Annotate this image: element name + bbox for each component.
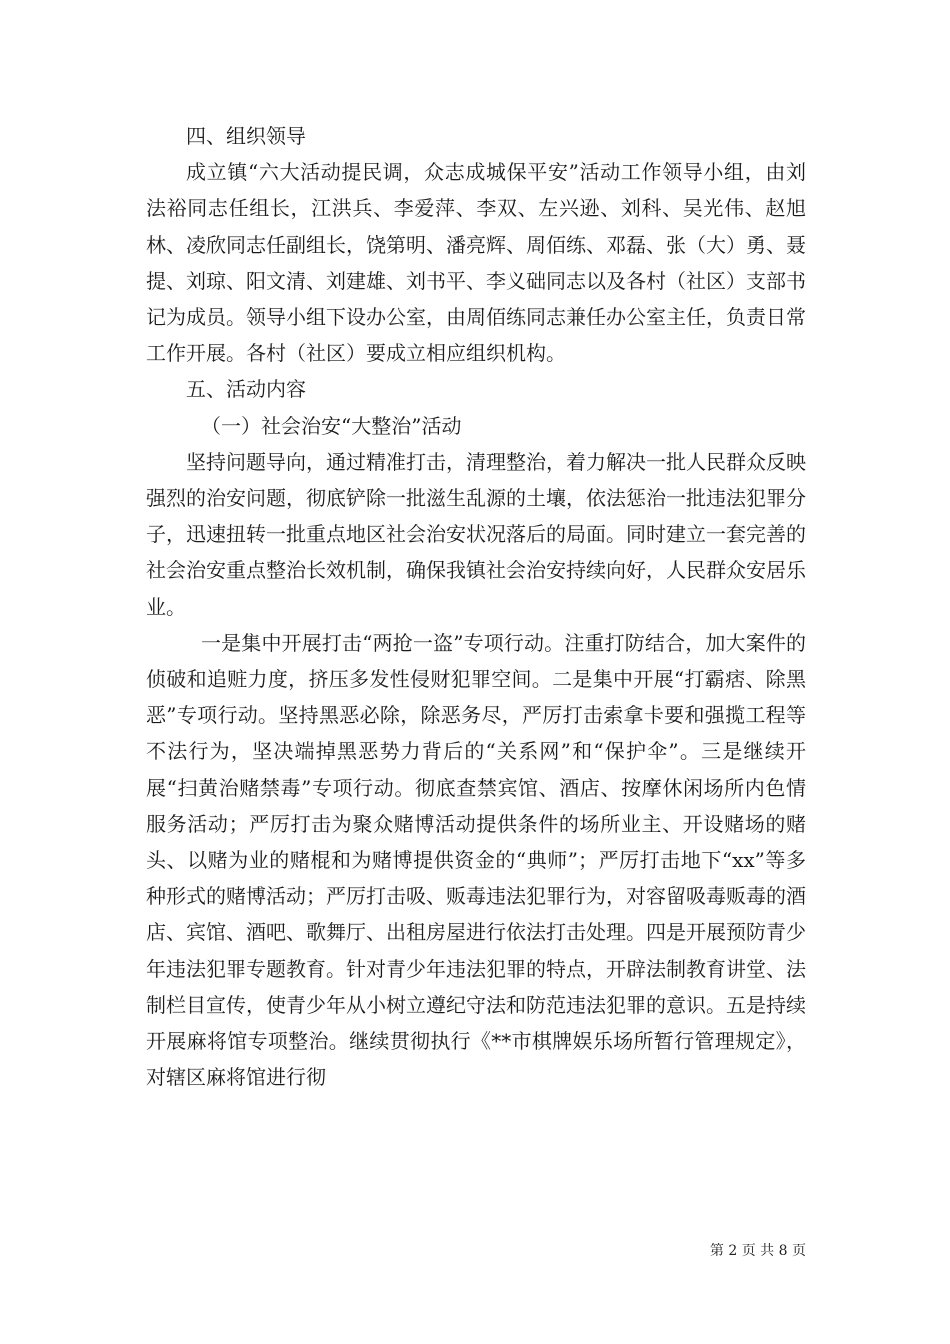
document-body (146, 118, 806, 1095)
paragraph-security-intro: 坚持问题导向，通过精准打击，清理整治，着力解决一批人民群众反映强烈的治安问题，彻底铲除一批滋生乱源的土壤，依法惩治一批违法犯罪分子，迅速扭转一批重点地区社会治安状况落后的局面。同时建立一套完善的社会治安重点整治长效机制，确保我镇社会治安持续向好，人民群众安居乐业。 (146, 449, 806, 619)
section-heading-organization: 四、组织领导 (186, 124, 306, 148)
subsection-heading-public-security: （一）社会治安“大整治”活动 (201, 413, 462, 438)
section-heading-activities: 五、活动内容 (186, 377, 306, 402)
paragraph-special-actions: 一是集中开展打击“两抢一盗”专项行动。注重打防结合，加大案件的侦破和追赃力度，挤压多发性侵财犯罪空间。二是集中开展“打霸痞、除黑恶”专项行动。坚持黑恶必除，除恶务尽，严厉打击索拿卡要和强揽工程等不法行为，坚决端掉黑恶势力背后的“关系网”和“保护伞”。三是继续开展“扫黄治赌禁毒”专项行动。彻底查禁宾馆、酒店、按摩休闲场所内色情服务活动；严厉打击为聚众赌博活动提供条件的场所业主、开设赌场的赌头、以赌为业的赌棍和为赌博提供资金的“典师”；严厉打击地下“xx”等多种形式的赌博活动；严厉打击吸、贩毒违法犯罪行为，对容留吸毒贩毒的酒店、宾馆、酒吧、歌舞厅、出租房屋进行依法打击处理。四是开展预防青少年违法犯罪专题教育。针对青少年违法犯罪的特点，开辟法制教育讲堂、法制栏目宣传，使青少年从小树立遵纪守法和防范违法犯罪的意识。五是持续开展麻将馆专项整治。继续贯彻执行《**市棋牌娱乐场所暂行管理规定》，对辖区麻将馆进行彻 (146, 630, 806, 1090)
page-number-footer: 第 2 页 共 8 页 (709, 1243, 806, 1259)
paragraph-leadership-group: 成立镇“六大活动提民调，众志成城保平安”活动工作领导小组，由刘法裕同志任组长，江洪兵、李爱萍、李双、左兴逊、刘科、吴光伟、赵旭林、凌欣同志任副组长，饶第明、潘亮辉、周佰练、邓磊、张（大）勇、聂提、刘琼、阳文清、刘建雄、刘书平、李义础同志以及各村（社区）支部书记为成员。领导小组下设办公室，由周佰练同志兼任办公室主任，负责日常工作开展。各村（社区）要成立相应组织机构。 (146, 160, 806, 366)
